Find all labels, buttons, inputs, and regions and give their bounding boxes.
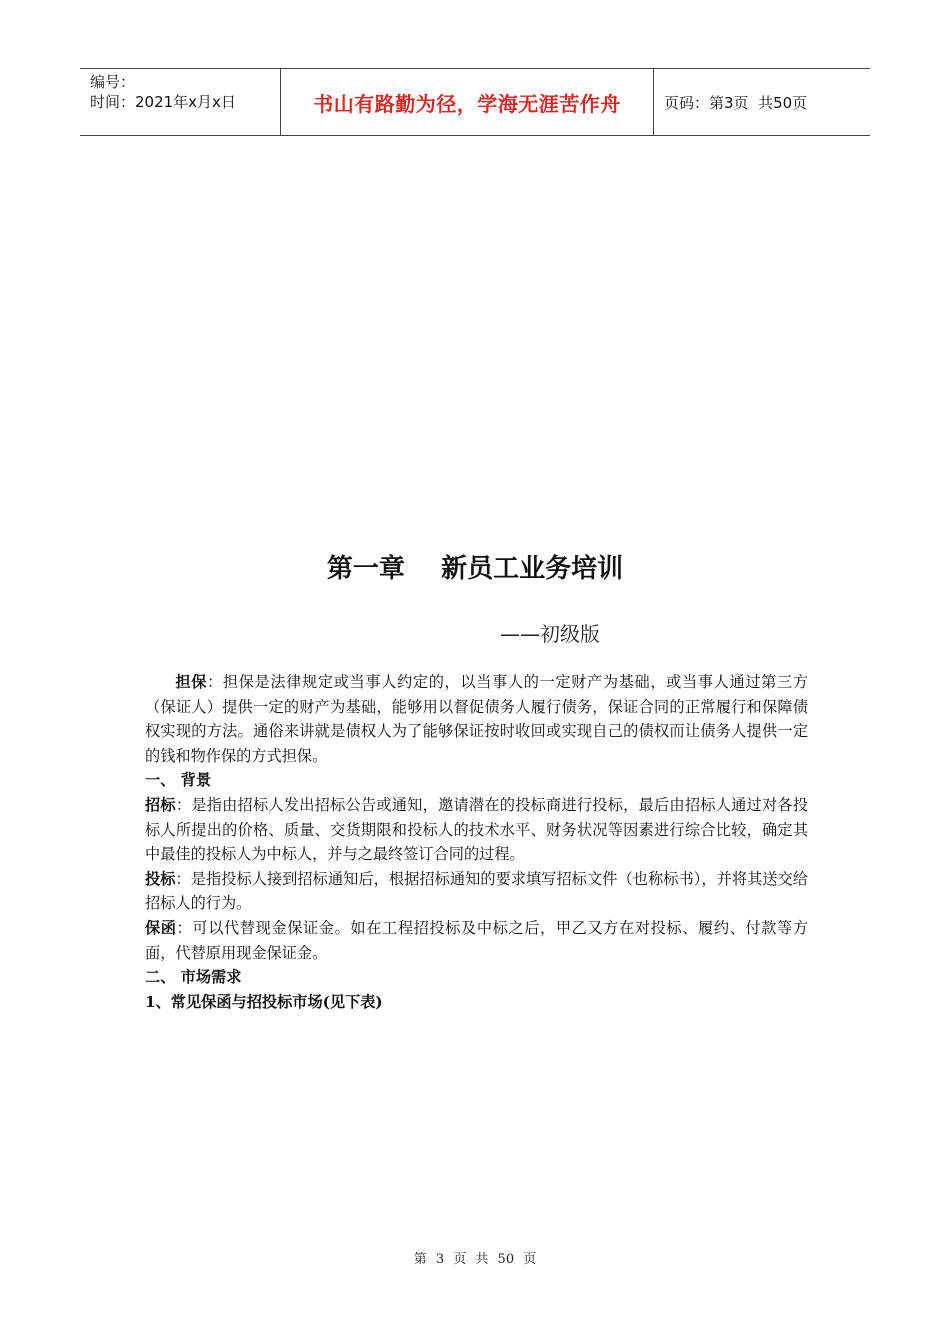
guarantee-text: ：担保是法律规定或当事人约定的，以当事人的一定财产为基础，或当事人通过第三方（保证人）提供一定的财产为基础，能够用以督促债务人履行债务，保证合同的正常履行和保障债权实现的方法。通俗来讲就是债权人为了能够保证按时收回或实现自己的债权而让债务人提供一定的钱和物作保的方式担保。 bbox=[145, 673, 809, 765]
tender-term: 投标 bbox=[145, 869, 176, 888]
guarantee-paragraph bbox=[145, 670, 808, 768]
chapter-title: 第一章 新员工业务培训 bbox=[326, 554, 624, 584]
chapter-subtitle: ——初级版 bbox=[500, 622, 600, 646]
section-background-heading: 一、 背景 bbox=[145, 771, 212, 790]
motto-text: 书山有路勤为径，学海无涯苦作舟 bbox=[313, 91, 621, 116]
bidding-term: 招标 bbox=[145, 795, 176, 814]
bidding-paragraph bbox=[145, 793, 808, 867]
page-info-text: 页码：第3页 共50页 bbox=[664, 93, 808, 112]
body-content bbox=[145, 670, 808, 1014]
section-market-heading: 二、 市场需求 bbox=[145, 968, 242, 987]
tender-paragraph bbox=[145, 867, 808, 916]
page-footer: 第 3 页 共 50 页 bbox=[413, 1252, 537, 1267]
header-table bbox=[80, 68, 870, 136]
date-label: 时间：2021年x月x日 bbox=[90, 93, 236, 111]
tender-text: ：是指投标人接到招标通知后，根据招标通知的要求填写招标文件（也称标书），并将其送交给招标人的行为。 bbox=[145, 869, 808, 913]
letter-term: 保函 bbox=[145, 918, 177, 937]
header-meta-cell bbox=[80, 69, 281, 135]
bidding-text: ：是指由招标人发出招标公告或通知，邀请潜在的投标商进行投标，最后由招标人通过对各投标人所提出的价格、质量、交货期限和投标人的技术水平、财务状况等因素进行综合比较，确定其中最佳的投标人为中标人，并与之最终签订合同的过程。 bbox=[145, 795, 809, 864]
guarantee-term: 担保 bbox=[175, 673, 208, 691]
letter-text: ：可以代替现金保证金。如在工程招投标及中标之后，甲乙又方在对投标、履约、付款等方面，代替原用现金保证金。 bbox=[145, 918, 809, 962]
market-item-1: 1、常见保函与招投标市场(见下表) bbox=[145, 992, 383, 1011]
page-info-cell bbox=[654, 69, 870, 135]
number-label: 编号： bbox=[90, 73, 136, 91]
motto-cell bbox=[281, 69, 654, 135]
letter-paragraph bbox=[145, 916, 808, 965]
